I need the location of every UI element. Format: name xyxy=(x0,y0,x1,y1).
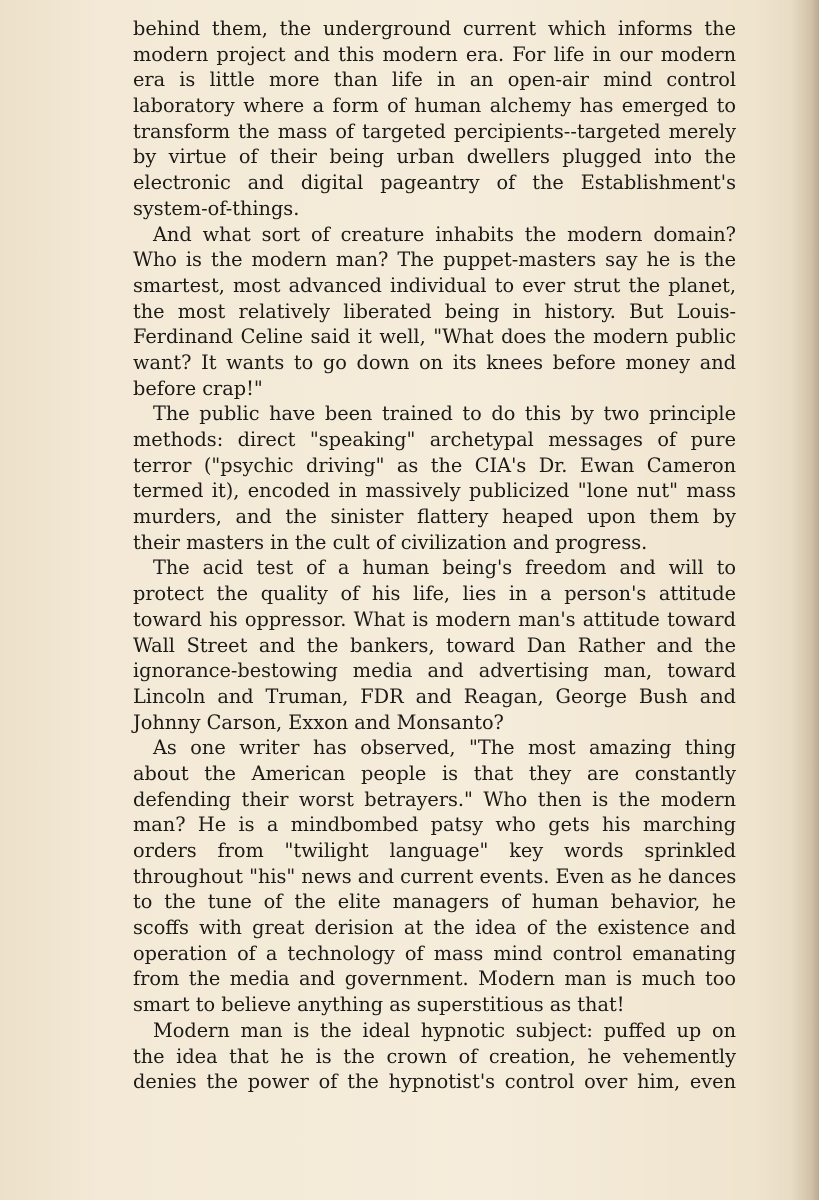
text-line: terror ("psychic driving" as the CIA's Dr. Ewan Cameron xyxy=(133,453,736,477)
text-line: operation of a technology of mass mind control emanating xyxy=(133,941,736,965)
body-text xyxy=(133,16,736,1095)
text-line: protect the quality of his life, lies in a person's attitude xyxy=(133,582,736,606)
text-line: system-of-things. xyxy=(133,196,300,220)
text-line: denies the power of the hypnotist's control over him, even xyxy=(133,1070,736,1094)
text-line: want? It wants to go down on its knees before money and xyxy=(133,350,736,374)
text-line: Modern man is the ideal hypnotic subject: puffed up on xyxy=(153,1018,736,1042)
text-line: modern project and this modern era. For life in our modern xyxy=(133,42,736,66)
paragraph xyxy=(133,1018,736,1095)
text-line: Who is the modern man? The puppet-masters say he is the xyxy=(133,248,736,272)
text-line: by virtue of their being urban dwellers plugged into the xyxy=(133,145,736,169)
text-line: laboratory where a form of human alchemy has emerged to xyxy=(133,94,736,118)
text-line: Johnny Carson, Exxon and Monsanto? xyxy=(133,710,504,734)
text-line: era is little more than life in an open-air mind control xyxy=(133,68,736,92)
text-line: defending their worst betrayers." Who then is the modern xyxy=(133,787,736,811)
paragraph xyxy=(133,555,736,735)
text-line: methods: direct "speaking" archetypal messages of pure xyxy=(133,428,736,451)
text-line: The acid test of a human being's freedom and will to xyxy=(153,556,736,580)
text-line: Lincoln and Truman, FDR and Reagan, George Bush and xyxy=(133,684,736,708)
text-line: before crap!" xyxy=(133,376,263,400)
text-line: toward his oppressor. What is modern man's attitude toward xyxy=(133,607,736,631)
text-line: scoffs with great derision at the idea of the existence and xyxy=(133,916,736,940)
text-line: about the American people is that they are constantly xyxy=(133,761,736,785)
text-line: Ferdinand Celine said it well, "What does the modern public xyxy=(133,325,736,349)
paragraph xyxy=(133,222,736,402)
text-line: orders from "twilight language" key words sprinkled xyxy=(133,839,736,862)
text-line: As one writer has observed, "The most amazing thing xyxy=(153,736,736,760)
text-line: ignorance-bestowing media and advertising man, toward xyxy=(133,659,736,683)
text-line: the most relatively liberated being in history. But Louis- xyxy=(133,299,736,323)
paragraph xyxy=(133,735,736,1018)
text-line: their masters in the cult of civilization and progress. xyxy=(133,530,648,554)
text-line: from the media and government. Modern man is much too xyxy=(133,967,736,991)
text-line: to the tune of the elite managers of human behavior, he xyxy=(133,890,736,914)
text-line: smart to believe anything as superstitious as that! xyxy=(133,993,625,1017)
text-line: electronic and digital pageantry of the Establishment's xyxy=(133,171,736,195)
text-line: transform the mass of targeted percipients--targeted merely xyxy=(133,119,736,143)
text-line: Wall Street and the bankers, toward Dan Rather and the xyxy=(133,633,736,657)
paragraph xyxy=(133,401,736,555)
text-line: man? He is a mindbombed patsy who gets his marching xyxy=(133,813,736,837)
text-line: the idea that he is the crown of creation, he vehemently xyxy=(133,1044,736,1068)
text-line: throughout "his" news and current events. Even as he dances xyxy=(133,864,737,888)
text-line: behind them, the underground current which informs the xyxy=(133,17,736,40)
text-line: murders, and the sinister flattery heaped upon them by xyxy=(133,505,736,529)
text-line: The public have been trained to do this by two principle xyxy=(153,402,736,426)
text-line: termed it), encoded in massively publicized "lone nut" mass xyxy=(133,479,736,503)
page-edge-shadow xyxy=(791,0,819,1200)
text-line: smartest, most advanced individual to ever strut the planet, xyxy=(133,273,736,297)
text-line: And what sort of creature inhabits the modern domain? xyxy=(153,222,736,246)
paragraph xyxy=(133,16,736,222)
